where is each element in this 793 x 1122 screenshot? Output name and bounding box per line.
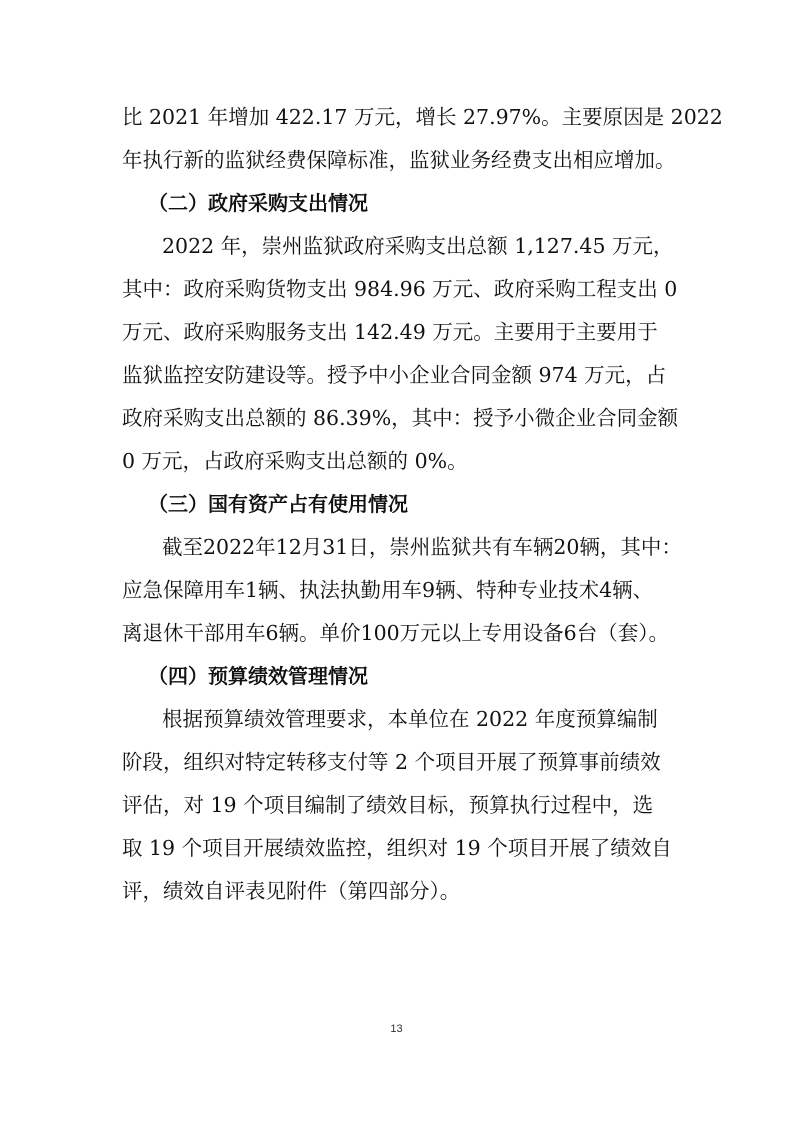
section-heading-procurement: （二）政府采购支出情况	[148, 191, 368, 215]
paragraph-line: 评估，对 19 个项目编制了绩效目标，预算执行过程中，选	[122, 793, 654, 817]
paragraph-line: 年执行新的监狱经费保障标准，监狱业务经费支出相应增加。	[122, 148, 676, 172]
section-heading-performance: （四）预算绩效管理情况	[148, 664, 368, 688]
paragraph-line: 2022 年，崇州监狱政府采购支出总额 1,127.45 万元，	[162, 234, 674, 258]
paragraph-line: 根据预算绩效管理要求，本单位在 2022 年度预算编制	[162, 707, 658, 731]
paragraph-line: 取 19 个项目开展绩效监控，组织对 19 个项目开展了绩效自	[122, 836, 672, 860]
paragraph-line: 万元、政府采购服务支出 142.49 万元。主要用于主要用于	[122, 320, 658, 344]
paragraph-line: 评，绩效自评表见附件（第四部分）。	[122, 879, 461, 903]
section-heading-assets: （三）国有资产占有使用情况	[148, 492, 408, 516]
page-number: 13	[390, 1023, 403, 1035]
paragraph-line: 阶段，组织对特定转移支付等 2 个项目开展了预算事前绩效	[122, 750, 661, 774]
paragraph-line: 离退休干部用车6辆。单价100万元以上专用设备6台（套）。	[122, 621, 669, 645]
paragraph-line: 其中：政府采购货物支出 984.96 万元、政府采购工程支出 0	[122, 277, 678, 301]
paragraph-line: 截至2022年12月31日，崇州监狱共有车辆20辆，其中：	[162, 535, 682, 559]
paragraph-line: 比 2021 年增加 422.17 万元，增长 27.97%。主要原因是 2022	[122, 105, 723, 129]
paragraph-line: 应急保障用车1辆、执法执勤用车9辆、特种专业技术4辆、	[122, 578, 654, 602]
paragraph-line: 政府采购支出总额的 86.39%，其中：授予小微企业合同金额	[122, 406, 679, 430]
paragraph-line: 监狱监控安防建设等。授予中小企业合同金额 974 万元，占	[122, 363, 667, 387]
paragraph-line: 0 万元，占政府采购支出总额的 0%。	[122, 449, 468, 473]
